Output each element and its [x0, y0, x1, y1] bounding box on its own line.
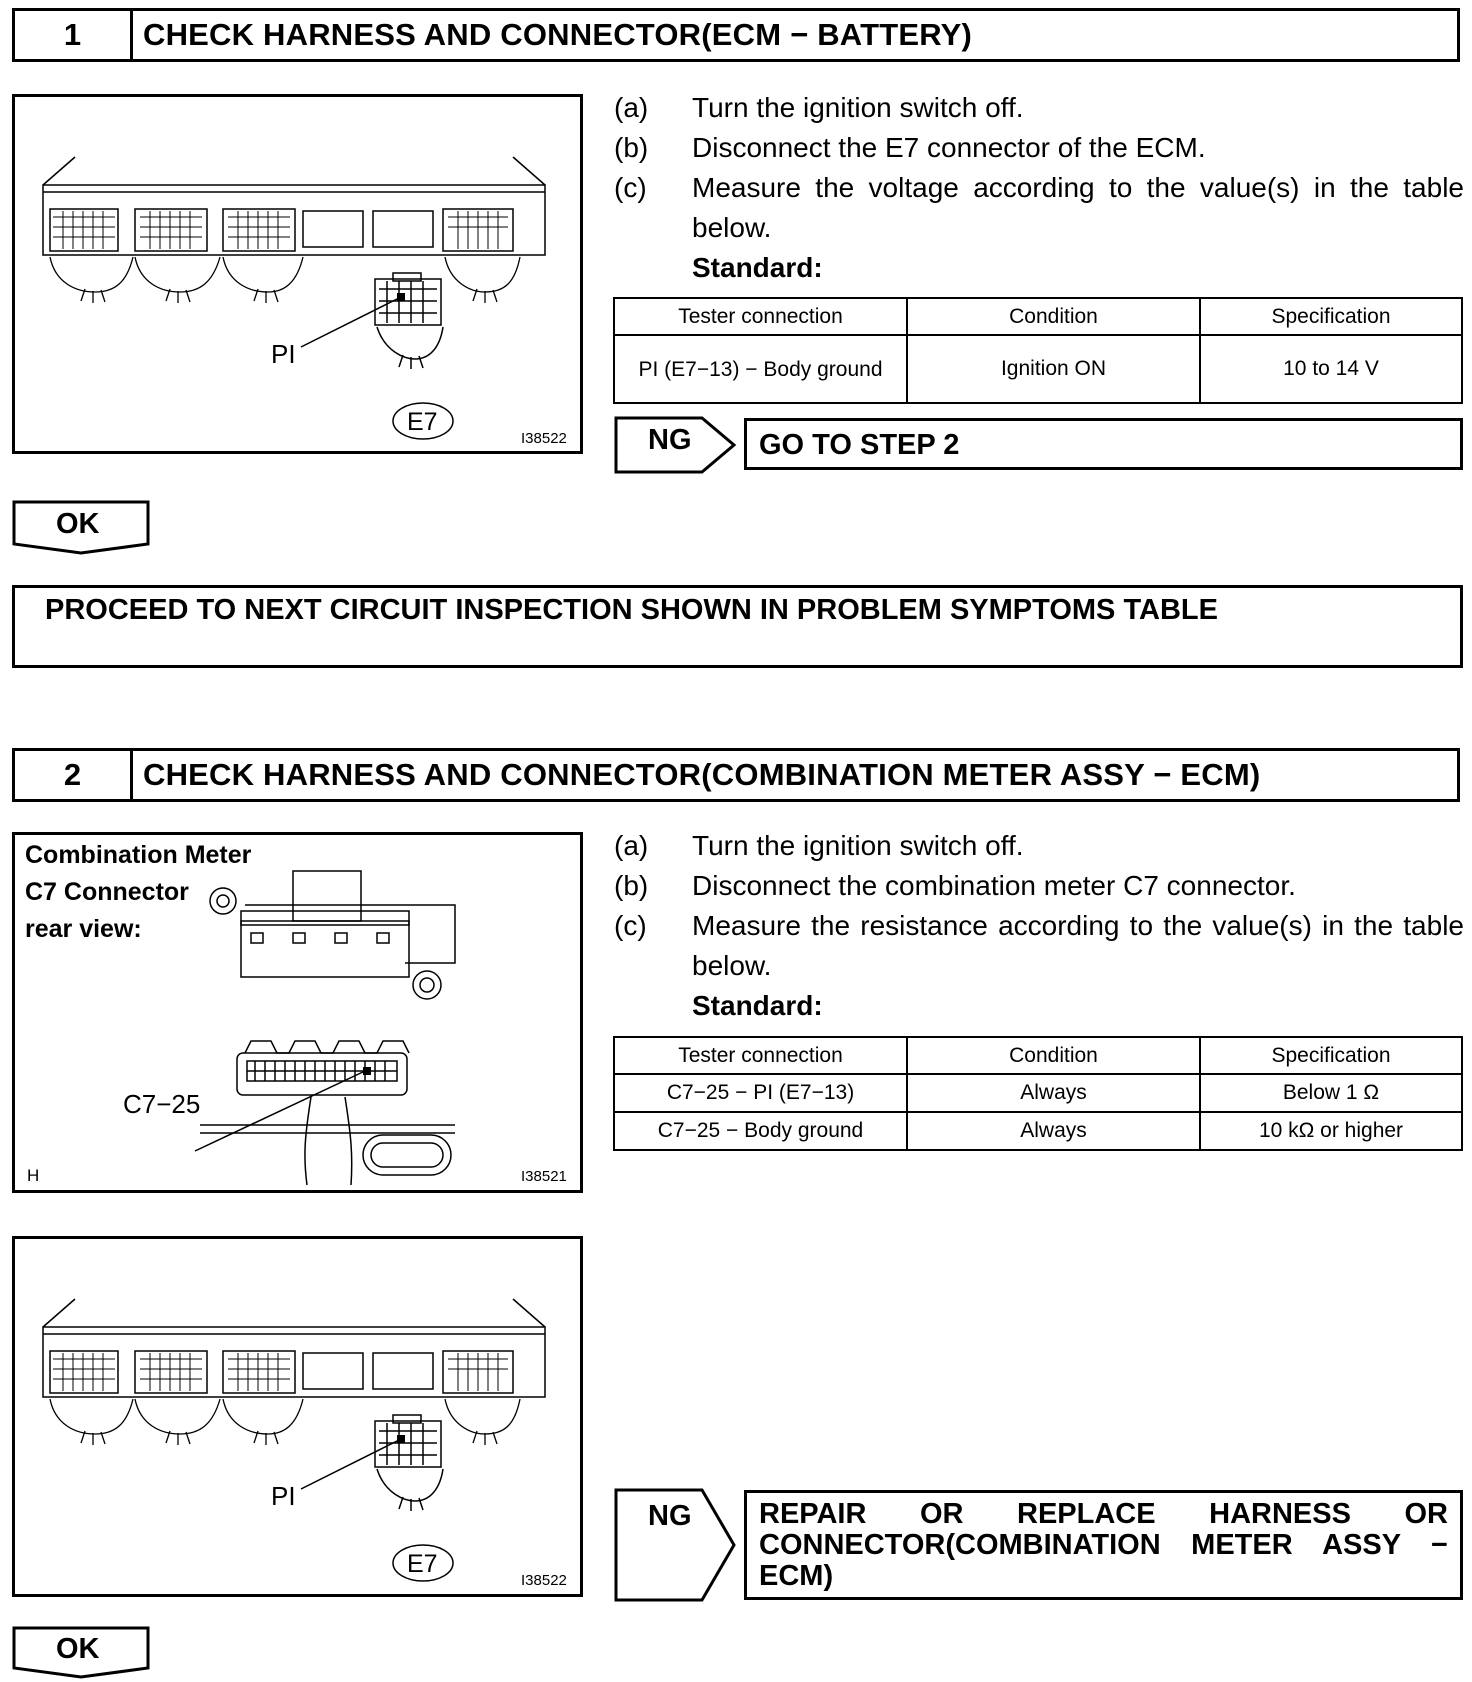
- step2-number: 2: [15, 751, 133, 799]
- e7-label: E7: [407, 1550, 438, 1578]
- table-header: Specification: [1200, 298, 1462, 335]
- table-cell: 10 kΩ or higher: [1200, 1112, 1462, 1150]
- step1-title: CHECK HARNESS AND CONNECTOR(ECM − BATTERY): [143, 17, 973, 52]
- step2-spec-table: [613, 1036, 1463, 1151]
- go-to-step-2: GO TO STEP 2: [759, 429, 960, 461]
- step1-number: 1: [15, 11, 133, 59]
- ng-result-box-1: [744, 418, 1463, 470]
- e7-label: E7: [407, 408, 438, 436]
- pi-callout: PI: [271, 339, 296, 369]
- proceed-box: [12, 585, 1463, 668]
- step2-header: [12, 748, 1460, 802]
- ecm-connector-figure: [12, 94, 583, 454]
- table-header: Condition: [907, 1037, 1200, 1074]
- ng-label-2: NG: [648, 1500, 692, 1532]
- ecm-diagram: [15, 97, 580, 451]
- step1-c: (c) Measure the voltage according to the value(s) in the table below.: [614, 172, 1464, 243]
- combination-meter-figure: [12, 832, 583, 1193]
- step2-b: (b) Disconnect the combination meter C7 connector.: [614, 870, 1296, 901]
- table-cell: Ignition ON: [907, 335, 1200, 403]
- table-header: Tester connection: [614, 298, 907, 335]
- ok-label-1: OK: [56, 508, 100, 540]
- figure-corner-h: H: [27, 1166, 40, 1185]
- table-cell: Always: [907, 1112, 1200, 1150]
- figure-id: I38521: [521, 1168, 567, 1185]
- step1-b: (b) Disconnect the E7 connector of the ECM.: [614, 132, 1206, 163]
- ng-label-1: NG: [648, 424, 692, 456]
- table-header: Tester connection: [614, 1037, 907, 1074]
- table-header: Specification: [1200, 1037, 1462, 1074]
- step2-a: (a) Turn the ignition switch off.: [614, 830, 1024, 861]
- step1-spec-table: [613, 297, 1463, 404]
- table-cell: C7−25 − Body ground: [614, 1112, 907, 1150]
- ecm-diagram: [15, 1239, 580, 1594]
- figure-caption: Combination Meter C7 Connector rear view:: [25, 841, 252, 943]
- figure-id: I38522: [521, 1572, 567, 1589]
- table-cell: PI (E7−13) − Body ground: [614, 335, 907, 403]
- step2-c: (c) Measure the resistance according to the value(s) in the table below.: [614, 910, 1464, 981]
- step1-instructions: [614, 88, 1464, 288]
- table-header: Condition: [907, 298, 1200, 335]
- table-cell: Below 1 Ω: [1200, 1074, 1462, 1112]
- ecm-connector-figure-2: [12, 1236, 583, 1597]
- step2-standard-label: Standard:: [692, 990, 823, 1021]
- table-cell: Always: [907, 1074, 1200, 1112]
- ok-label-2: OK: [56, 1633, 100, 1665]
- repair-or-replace-text: REPAIR OR REPLACE HARNESS OR CONNECTOR(COMBINATION METER ASSY − ECM): [759, 1498, 1448, 1592]
- step1-a: (a) Turn the ignition switch off.: [614, 92, 1024, 123]
- ng-result-box-2: [744, 1490, 1463, 1600]
- pi-callout: PI: [271, 1481, 296, 1511]
- c7-25-callout: C7−25: [123, 1089, 201, 1119]
- figure-id: I38522: [521, 430, 567, 447]
- table-cell: C7−25 − PI (E7−13): [614, 1074, 907, 1112]
- step1-standard-label: Standard:: [692, 252, 823, 283]
- combination-meter-diagram: [15, 835, 580, 1190]
- proceed-text: PROCEED TO NEXT CIRCUIT INSPECTION SHOWN IN PROBLEM SYMPTOMS TABLE: [45, 594, 1218, 626]
- step1-header: [12, 8, 1460, 62]
- step2-title: CHECK HARNESS AND CONNECTOR(COMBINATION METER ASSY − ECM): [143, 757, 1261, 792]
- table-cell: 10 to 14 V: [1200, 335, 1462, 403]
- step2-instructions: [614, 826, 1464, 1026]
